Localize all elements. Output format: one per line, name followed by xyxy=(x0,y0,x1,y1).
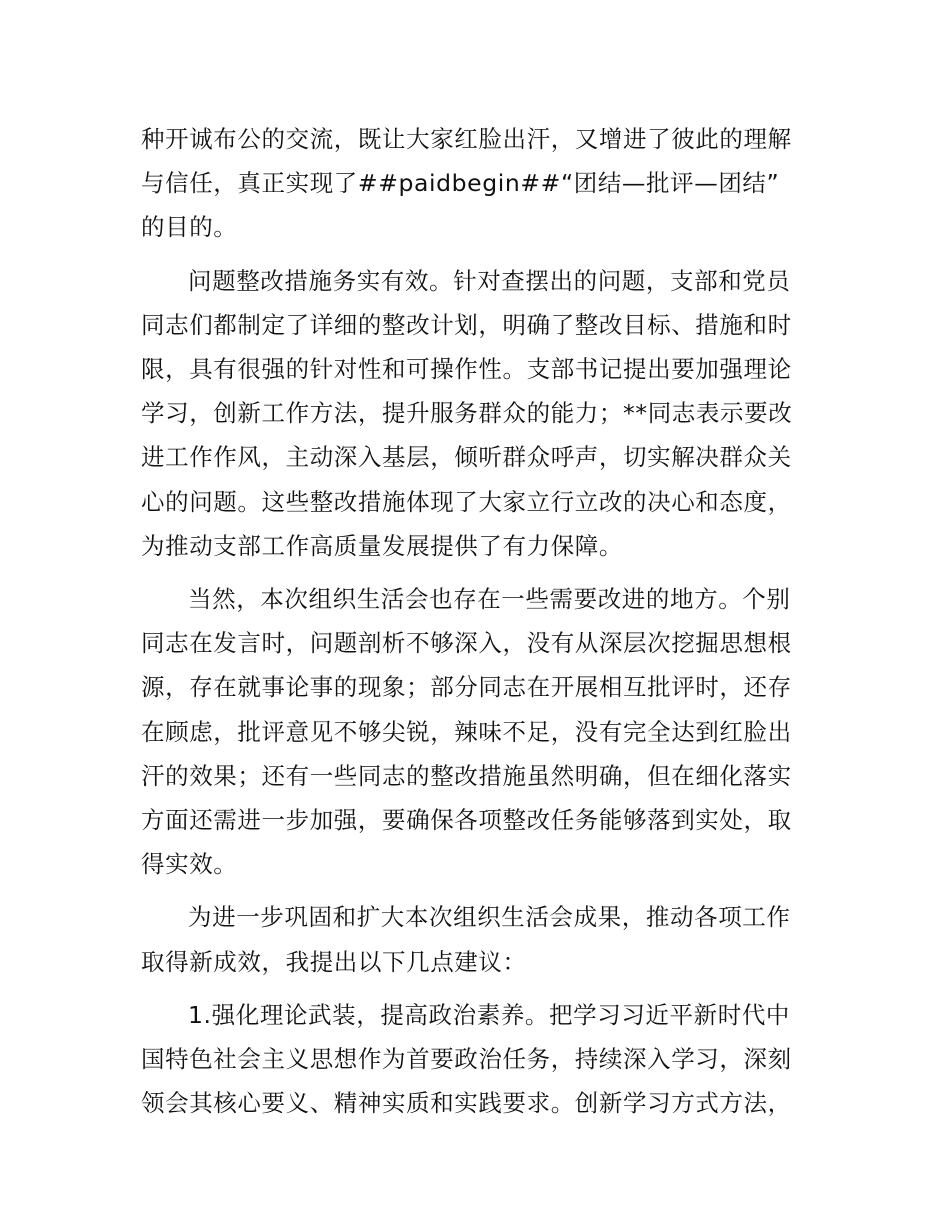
text-line: 取得新成效，我提出以下几点建议： xyxy=(141,947,527,976)
paragraph-2 xyxy=(141,259,811,568)
text-line: 同志在发言时，问题剖析不够深入，没有从深层次挖掘思想根 xyxy=(141,629,792,658)
text-line: 在顾虑，批评意见不够尖锐，辣味不足，没有完全达到红脸出 xyxy=(141,717,792,746)
text-line: 源，存在就事论事的现象；部分同志在开展相互批评时，还存 xyxy=(141,673,792,702)
text-line: 国特色社会主义思想作为首要政治任务，持续深入学习，深刻 xyxy=(141,1045,792,1074)
document-body xyxy=(141,117,811,1134)
text-line: 的目的。 xyxy=(141,213,238,242)
text-line: 为推动支部工作高质量发展提供了有力保障。 xyxy=(141,531,623,560)
text-line: 进工作作风，主动深入基层，倾听群众呼声，切实解决群众关 xyxy=(141,443,792,472)
text-line: 与信任，真正实现了##paidbegin##“团结—批评—团结” xyxy=(141,169,780,198)
text-line: 同志们都制定了详细的整改计划，明确了整改目标、措施和时 xyxy=(141,310,792,339)
text-line: 汗的效果；还有一些同志的整改措施虽然明确，但在细化落实 xyxy=(141,761,792,790)
text-line: 心的问题。这些整改措施体现了大家立行立改的决心和态度， xyxy=(141,487,792,516)
text-line: 领会其核心要义、精神实质和实践要求。创新学习方式方法， xyxy=(141,1089,792,1118)
paragraph-1 xyxy=(141,117,811,250)
text-line: 得实效。 xyxy=(141,850,238,879)
text-line: 1.强化理论武装，提高政治素养。把学习习近平新时代中 xyxy=(188,1000,791,1029)
paragraph-3 xyxy=(141,577,811,886)
text-line: 限，具有很强的针对性和可操作性。支部书记提出要加强理论 xyxy=(141,355,792,384)
text-line: 种开诚布公的交流，既让大家红脸出汗，又增进了彼此的理解 xyxy=(141,125,792,153)
text-line: 当然，本次组织生活会也存在一些需要改进的地方。个别 xyxy=(188,585,791,614)
paragraph-4 xyxy=(141,895,811,983)
text-line: 学习，创新工作方法，提升服务群众的能力；**同志表示要改 xyxy=(141,399,793,428)
text-line: 为进一步巩固和扩大本次组织生活会成果，推动各项工作 xyxy=(188,903,791,932)
text-line: 方面还需进一步加强，要确保各项整改任务能够落到实处，取 xyxy=(141,806,792,835)
text-line: 问题整改措施务实有效。针对查摆出的问题，支部和党员 xyxy=(188,266,791,295)
paragraph-5 xyxy=(141,993,811,1126)
